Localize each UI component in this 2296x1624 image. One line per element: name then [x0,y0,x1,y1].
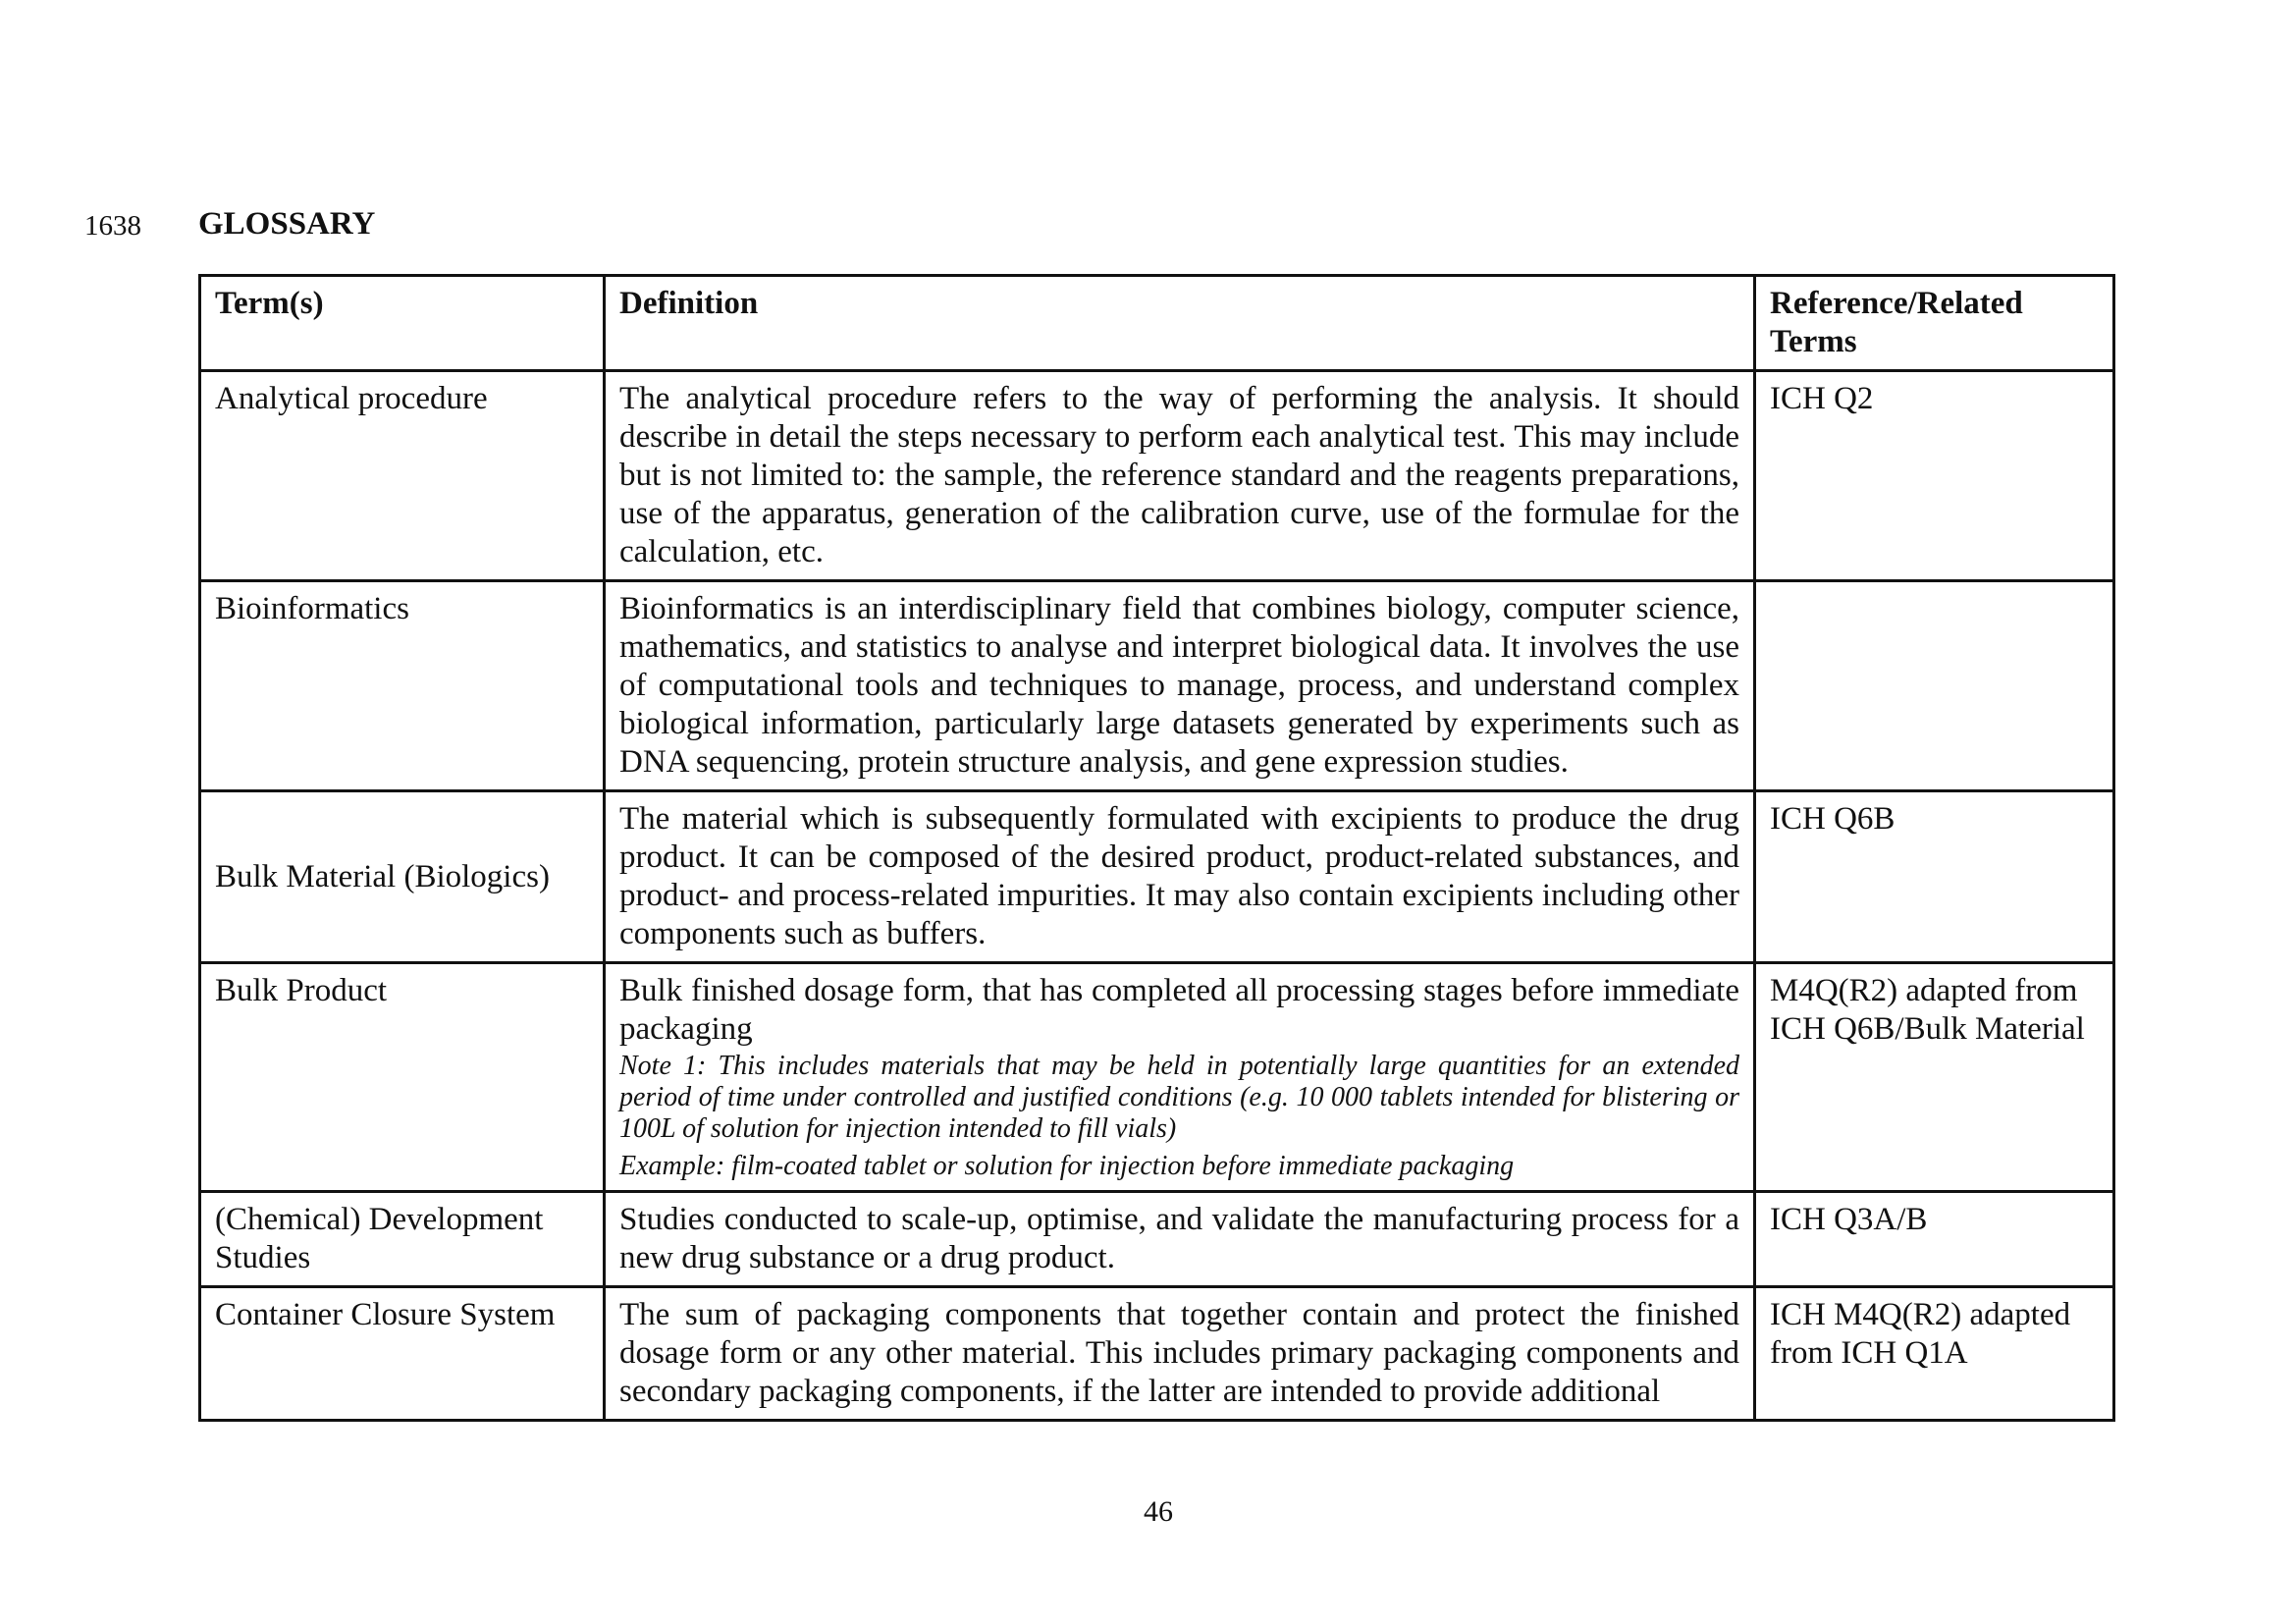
definition-text: Bulk finished dosage form, that has completed all processing stages before immediate packaging [619,973,1739,1047]
definition-cell: Studies conducted to scale-up, optimise, and validate the manufacturing process for a new drug substance or a drug product. [605,1192,1755,1287]
section-title: GLOSSARY [198,206,376,242]
table-row [200,581,2114,791]
reference-cell: M4Q(R2) adapted from ICH Q6B/Bulk Material [1755,963,2114,1192]
reference-cell [1755,581,2114,791]
table-header-row [200,276,2114,371]
table-row [200,1287,2114,1421]
term-cell: Bulk Product [200,963,605,1192]
reference-cell: ICH Q2 [1755,371,2114,581]
term-cell: Container Closure System [200,1287,605,1421]
definition-cell: The material which is subsequently formulated with excipients to produce the drug product. It can be composed of the desired product, product-related substances, and product- and process-related impurities. It may also contain excipients including other components such as buffers. [605,791,1755,963]
table-row [200,791,2114,963]
reference-cell: ICH Q3A/B [1755,1192,2114,1287]
reference-cell: ICH Q6B [1755,791,2114,963]
column-header-term: Term(s) [200,276,605,371]
table-row [200,963,2114,1192]
definition-example: Example: film-coated tablet or solution for injection before immediate packaging [619,1151,1515,1181]
column-header-reference: Reference/Related Terms [1755,276,2114,371]
definition-cell [605,963,1755,1192]
term-cell: Bulk Material (Biologics) [200,791,605,963]
term-cell: Bioinformatics [200,581,605,791]
table-row [200,371,2114,581]
definition-note: Note 1: This includes materials that may be held in potentially large quantities for an extended period of time under controlled and justified conditions (e.g. 10 000 tablets intended for blistering or 100L of solution for injection intended to fill vials) [619,1051,1739,1144]
page-number: 46 [1144,1495,1173,1528]
line-number: 1638 [84,210,141,242]
definition-cell: Bioinformatics is an interdisciplinary field that combines biology, computer science, mathematics, and statistics to analyse and interpret biological data. It involves the use of computational tools and techniques to manage, process, and understand complex biological information, particularly large datasets generated by experiments such as DNA sequencing, protein structure analysis, and gene expression studies. [605,581,1755,791]
reference-cell: ICH M4Q(R2) adapted from ICH Q1A [1755,1287,2114,1421]
glossary-table [198,274,2115,1422]
table-row [200,1192,2114,1287]
term-cell: (Chemical) Development Studies [200,1192,605,1287]
definition-cell: The sum of packaging components that together contain and protect the finished dosage form or any other material. This includes primary packaging components and secondary packaging components, if the latter are intended to provide additional [605,1287,1755,1421]
column-header-definition: Definition [605,276,1755,371]
definition-cell: The analytical procedure refers to the way of performing the analysis. It should describe in detail the steps necessary to perform each analytical test. This may include but is not limited to: the sample, the reference standard and the reagents preparations, use of the apparatus, generation of the calibration curve, use of the formulae for the calculation, etc. [605,371,1755,581]
term-cell: Analytical procedure [200,371,605,581]
